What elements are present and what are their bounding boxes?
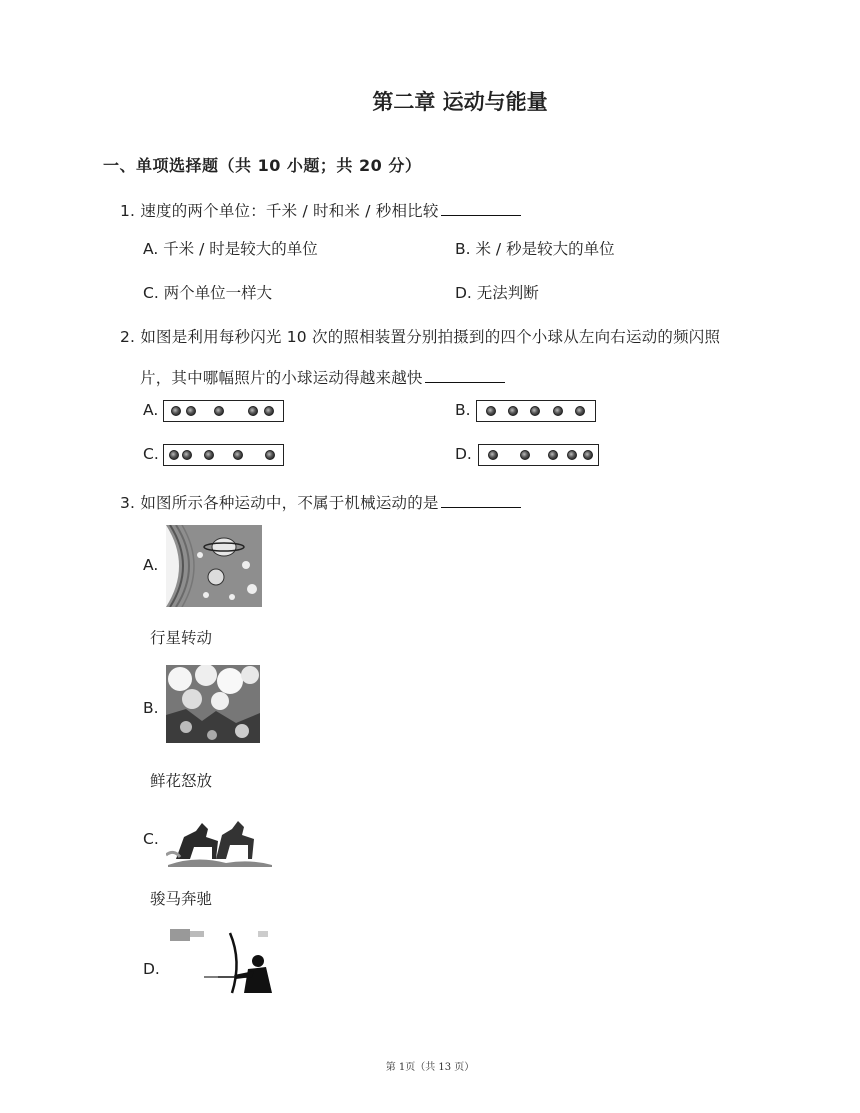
question-3	[120, 491, 521, 513]
ball	[488, 450, 498, 460]
ball	[233, 450, 243, 460]
flowers-image	[166, 665, 260, 743]
question-2-stem: 片，其中哪幅照片的小球运动得越来越快	[140, 369, 423, 387]
ball	[553, 406, 563, 416]
horses-image	[166, 815, 272, 867]
ball	[583, 450, 593, 460]
section-heading: 一、单项选择题（共 10 小题；共 20 分）	[103, 156, 422, 175]
q1-option-a: A. 千米 / 时是较大的单位	[143, 240, 318, 258]
page-footer: 第 1页（共 13 页）	[385, 1062, 475, 1073]
q2-option-d-label: D.	[455, 445, 472, 463]
question-1-stem: 1. 速度的两个单位：千米 / 时和米 / 秒相比较	[120, 202, 439, 220]
question-3-stem: 3. 如图所示各种运动中，不属于机械运动的是	[120, 494, 439, 512]
question-1	[120, 199, 521, 221]
q2-option-a-label: A.	[143, 401, 159, 419]
q3-option-a-label: A.	[143, 556, 159, 574]
q3-option-d-label: D.	[143, 960, 160, 978]
ball	[486, 406, 496, 416]
ball	[520, 450, 530, 460]
q1-option-b: B. 米 / 秒是较大的单位	[455, 240, 615, 258]
ball	[548, 450, 558, 460]
q1-option-c: C. 两个单位一样大	[143, 284, 273, 302]
q1-option-d: D. 无法判断	[455, 284, 539, 302]
ball	[204, 450, 214, 460]
archer-image	[168, 925, 274, 997]
q2-strip-c	[163, 444, 284, 466]
q3-option-c-label: C.	[143, 830, 159, 848]
question-2-line2	[140, 366, 505, 388]
q2-strip-d	[478, 444, 599, 466]
question-2-line1: 2. 如图是利用每秒闪光 10 次的照相装置分别拍摄到的四个小球从左向右运动的频闪照	[120, 328, 721, 346]
q3-caption-c: 骏马奔驰	[150, 890, 213, 908]
answer-blank	[441, 201, 521, 216]
ball	[171, 406, 181, 416]
ball	[567, 450, 577, 460]
ball	[530, 406, 540, 416]
q2-option-c-label: C.	[143, 445, 159, 463]
ball	[214, 406, 224, 416]
q3-caption-a: 行星转动	[150, 629, 213, 647]
q2-strip-b	[476, 400, 596, 422]
q3-caption-b: 鲜花怒放	[150, 772, 213, 790]
ball	[186, 406, 196, 416]
ball	[182, 450, 192, 460]
answer-blank	[425, 368, 505, 383]
planets-image	[166, 525, 262, 607]
ball	[265, 450, 275, 460]
q3-option-b-label: B.	[143, 699, 159, 717]
ball	[264, 406, 274, 416]
q2-strip-a	[163, 400, 284, 422]
ball	[508, 406, 518, 416]
page-title: 第二章 运动与能量	[372, 90, 548, 114]
answer-blank	[441, 493, 521, 508]
ball	[169, 450, 179, 460]
q2-option-b-label: B.	[455, 401, 471, 419]
ball	[248, 406, 258, 416]
ball	[575, 406, 585, 416]
